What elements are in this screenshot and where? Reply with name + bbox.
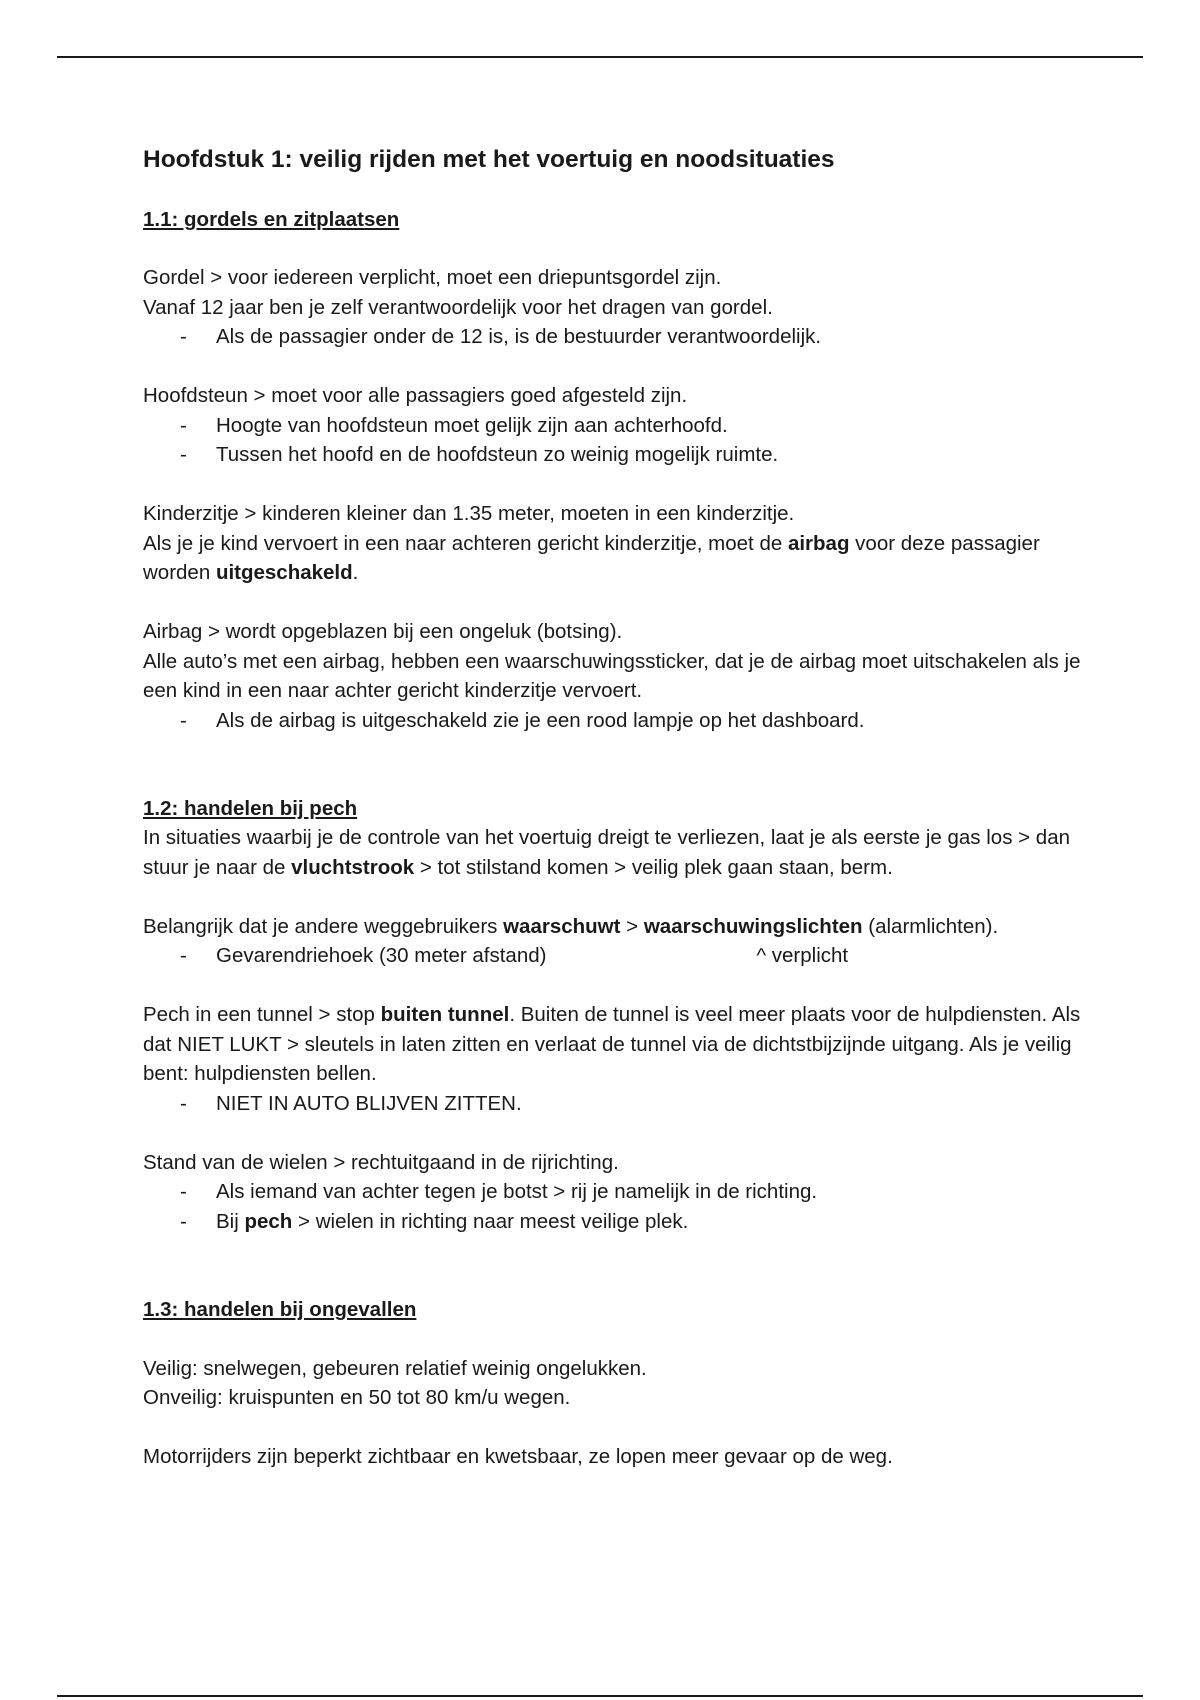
list-item: - Als de airbag is uitgeschakeld zie je een rood lampje op het dashboard. [143,706,1083,736]
list-item: - Bij pech > wielen in richting naar meest veilige plek. [143,1207,1083,1237]
section-heading-1-3: 1.3: handelen bij ongevallen [143,1298,417,1321]
paragraph-airbag-sticker: Alle auto’s met een airbag, hebben een waarschuwingssticker, dat je de airbag moet uitschakelen als je een kind in een naar achter gericht kinderzitje vervoert. [143,649,1081,702]
section-heading-1-1: 1.1: gordels en zitplaatsen [143,208,400,231]
paragraph-motorrijders: Motorrijders zijn beperkt zichtbaar en kwetsbaar, ze lopen meer gevaar op de weg. [143,1445,893,1468]
verplicht-note: ^ verplicht [756,944,849,967]
paragraph-gordel: Gordel > voor iedereen verplicht, moet een driepuntsgordel zijn. [143,266,722,289]
paragraph-airbag: Airbag > wordt opgeblazen bij een ongeluk (botsing). [143,620,623,643]
paragraph-tunnel: Pech in een tunnel > stop buiten tunnel. Buiten de tunnel is veel meer plaats voor de hulpdiensten. Als dat NIET LUKT > sleutels in laten zitten en verlaat de tunnel via de dichtstbijzijnde uitgang. Als je veilig bent: hulpdiensten bellen. [143,1003,1081,1085]
list-gordel [143,322,1083,352]
footer-rule [57,1695,1143,1697]
list-tunnel [143,1089,1083,1119]
header-rule [57,56,1143,58]
list-item: - Hoogte van hoofdsteun moet gelijk zijn aan achterhoofd. [143,411,1083,441]
list-item: - NIET IN AUTO BLIJVEN ZITTEN. [143,1089,1083,1119]
list-waarschuwen [143,941,1083,971]
paragraph-kinderzitje-airbag: Als je je kind vervoert in een naar achteren gericht kinderzitje, moet de airbag voor deze passagier worden uitgeschakeld. [143,531,1040,584]
paragraph-wielen: Stand van de wielen > rechtuitgaand in de rijrichting. [143,1150,619,1174]
paragraph-hoofdsteun: Hoofdsteun > moet voor alle passagiers goed afgesteld zijn. [143,384,688,407]
paragraph-onveilig: Onveilig: kruispunten en 50 tot 80 km/u wegen. [143,1386,571,1409]
paragraph-waarschuwen: Belangrijk dat je andere weggebruikers waarschuwt > waarschuwingslichten (alarmlichten). [143,914,999,938]
list-item: - Als iemand van achter tegen je botst > rij je namelijk in de richting. [143,1177,1083,1207]
list-item: - Tussen het hoofd en de hoofdsteun zo weinig mogelijk ruimte. [143,440,1083,470]
list-item: - Als de passagier onder de 12 is, is de bestuurder verantwoordelijk. [143,322,1083,352]
paragraph-veilig: Veilig: snelwegen, gebeuren relatief weinig ongelukken. [143,1356,647,1380]
section-heading-1-2: 1.2: handelen bij pech [143,797,358,820]
list-airbag [143,706,1083,736]
paragraph-gordel-age: Vanaf 12 jaar ben je zelf verantwoordelijk voor het dragen van gordel. [143,295,773,319]
document-body [143,144,1083,1472]
paragraph-pech-controle: In situaties waarbij je de controle van het voertuig dreigt te verliezen, laat je als eerste je gas los > dan stuur je naar de vluchtstrook > tot stilstand komen > veilig plek gaan staan, berm. [143,826,1071,879]
list-wielen [143,1177,1083,1236]
chapter-title: Hoofdstuk 1: veilig rijden met het voertuig en noodsituaties [143,146,835,173]
paragraph-kinderzitje: Kinderzitje > kinderen kleiner dan 1.35 meter, moeten in een kinderzitje. [143,502,795,525]
list-item: - Gevarendriehoek (30 meter afstand) ^ verplicht [143,941,1083,971]
list-hoofdsteun [143,411,1083,470]
